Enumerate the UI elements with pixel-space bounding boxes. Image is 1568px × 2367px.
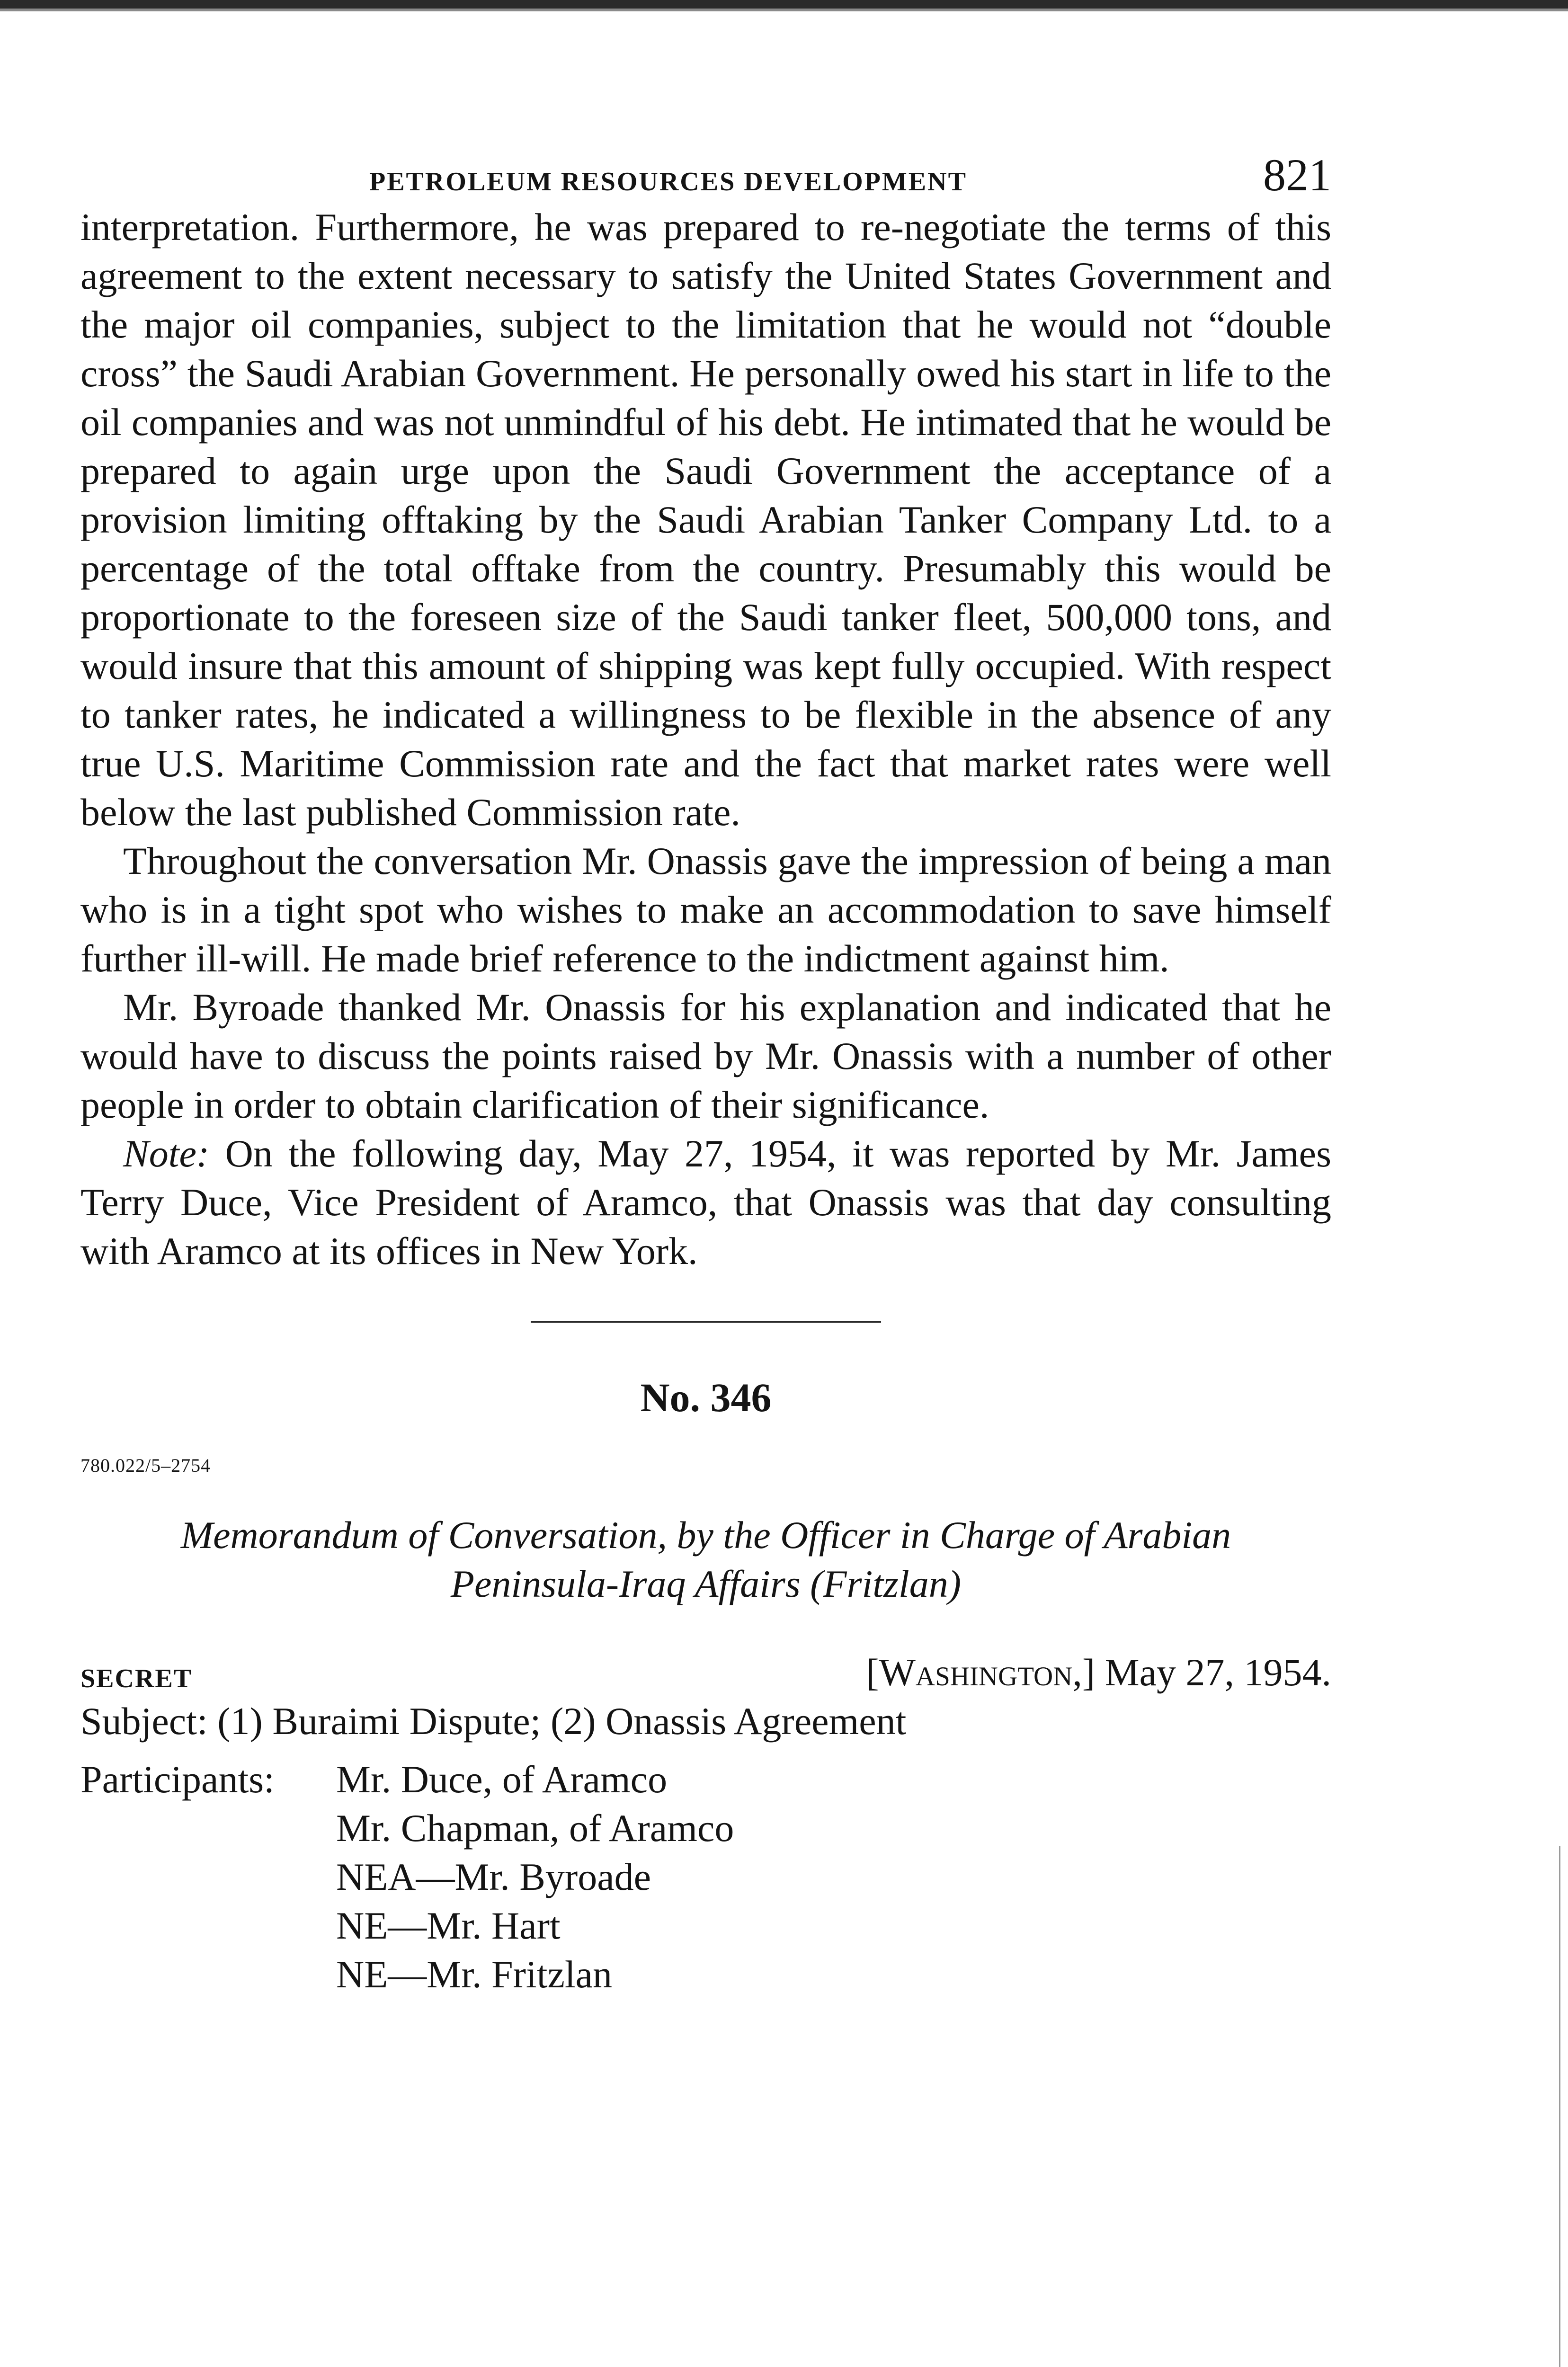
participant-item: Mr. Chapman, of Aramco — [336, 1806, 734, 1850]
body-text — [80, 203, 1331, 1275]
page-edge-line — [1559, 1846, 1560, 2367]
participant-item: NEA—Mr. Byroade — [336, 1855, 651, 1898]
classification-dateline — [80, 1648, 1331, 1697]
section-divider — [531, 1321, 881, 1323]
dateline — [866, 1648, 1331, 1697]
note-text: On the following day, May 27, 1954, it was reported by Mr. James Terry Duce, Vice President of Aramco, that Onassis was that day consulting with Aramco at its offices in New York. — [80, 1132, 1331, 1272]
paragraph-impression: Throughout the conversation Mr. Onassis gave the impression of being a man who is in a tight spot who wishes to make an accommodation to save himself further ill-will. He made brief reference to the indictment against him. — [80, 839, 1331, 980]
participant-item: NE—Mr. Hart — [336, 1904, 561, 1947]
page-number: 821 — [1263, 150, 1331, 200]
participants-block — [80, 1755, 1331, 1999]
memorandum-title — [80, 1511, 1331, 1608]
running-header — [80, 142, 1331, 199]
document-number: No. 346 — [640, 1375, 772, 1420]
participants-label: Participants: — [80, 1758, 275, 1801]
memorandum-title-line-2: Peninsula-Iraq Affairs (Fritzlan) — [450, 1562, 962, 1605]
dateline-date: May 27, 1954. — [1095, 1651, 1331, 1694]
scan-top-shadow — [0, 9, 1568, 11]
dateline-bracket-open: [ — [866, 1651, 879, 1694]
participants-list — [336, 1755, 1331, 1999]
dateline-bracket-close: ,] — [1072, 1651, 1096, 1694]
file-reference: 780.022/5–2754 — [80, 1455, 211, 1476]
note-label: Note: — [123, 1132, 210, 1175]
paragraph-note — [80, 1129, 1331, 1275]
memorandum-title-line-1: Memorandum of Conversation, by the Officer in Charge of Arabian — [180, 1513, 1231, 1557]
paragraph-continued: interpretation. Furthermore, he was prepared to re-negotiate the terms of this agreement to the extent necessary to satisfy the United States Government and the major oil companies, subject to the limitation that he would not “double cross” the Saudi Arabian Government. He personally owed his start in life to the oil companies and was not unmindful of his debt. He intimated that he would be prepared to again urge upon the Saudi Government the acceptance of a provision limiting offtaking by the Saudi Arabian Tanker Company Ltd. to a percentage of the total offtake from the country. Presumably this would be proportionate to the foreseen size of the Saudi tanker fleet, 500,000 tons, and would insure that this amount of shipping was kept fully occupied. With respect to tanker rates, he indicated a willingness to be flexible in the absence of any true U.S. Maritime Commission rate and the fact that market rates were well below the last published Commission rate. — [80, 205, 1331, 834]
paragraph-byroade: Mr. Byroade thanked Mr. Onassis for his explanation and indicated that he would have to discuss the points raised by Mr. Onassis with a number of other people in order to obtain clarification of their significance. — [80, 986, 1331, 1126]
scan-top-border — [0, 0, 1568, 9]
participant-item: Mr. Duce, of Aramco — [336, 1758, 668, 1801]
participant-item: NE—Mr. Fritzlan — [336, 1953, 613, 1996]
dateline-place: Washington — [879, 1651, 1073, 1694]
subject-line: Subject: (1) Buraimi Dispute; (2) Onassis Agreement — [80, 1700, 907, 1743]
running-title: PETROLEUM RESOURCES DEVELOPMENT — [369, 167, 967, 196]
document-page — [80, 142, 1331, 1999]
classification-label: SECRET — [80, 1664, 193, 1693]
